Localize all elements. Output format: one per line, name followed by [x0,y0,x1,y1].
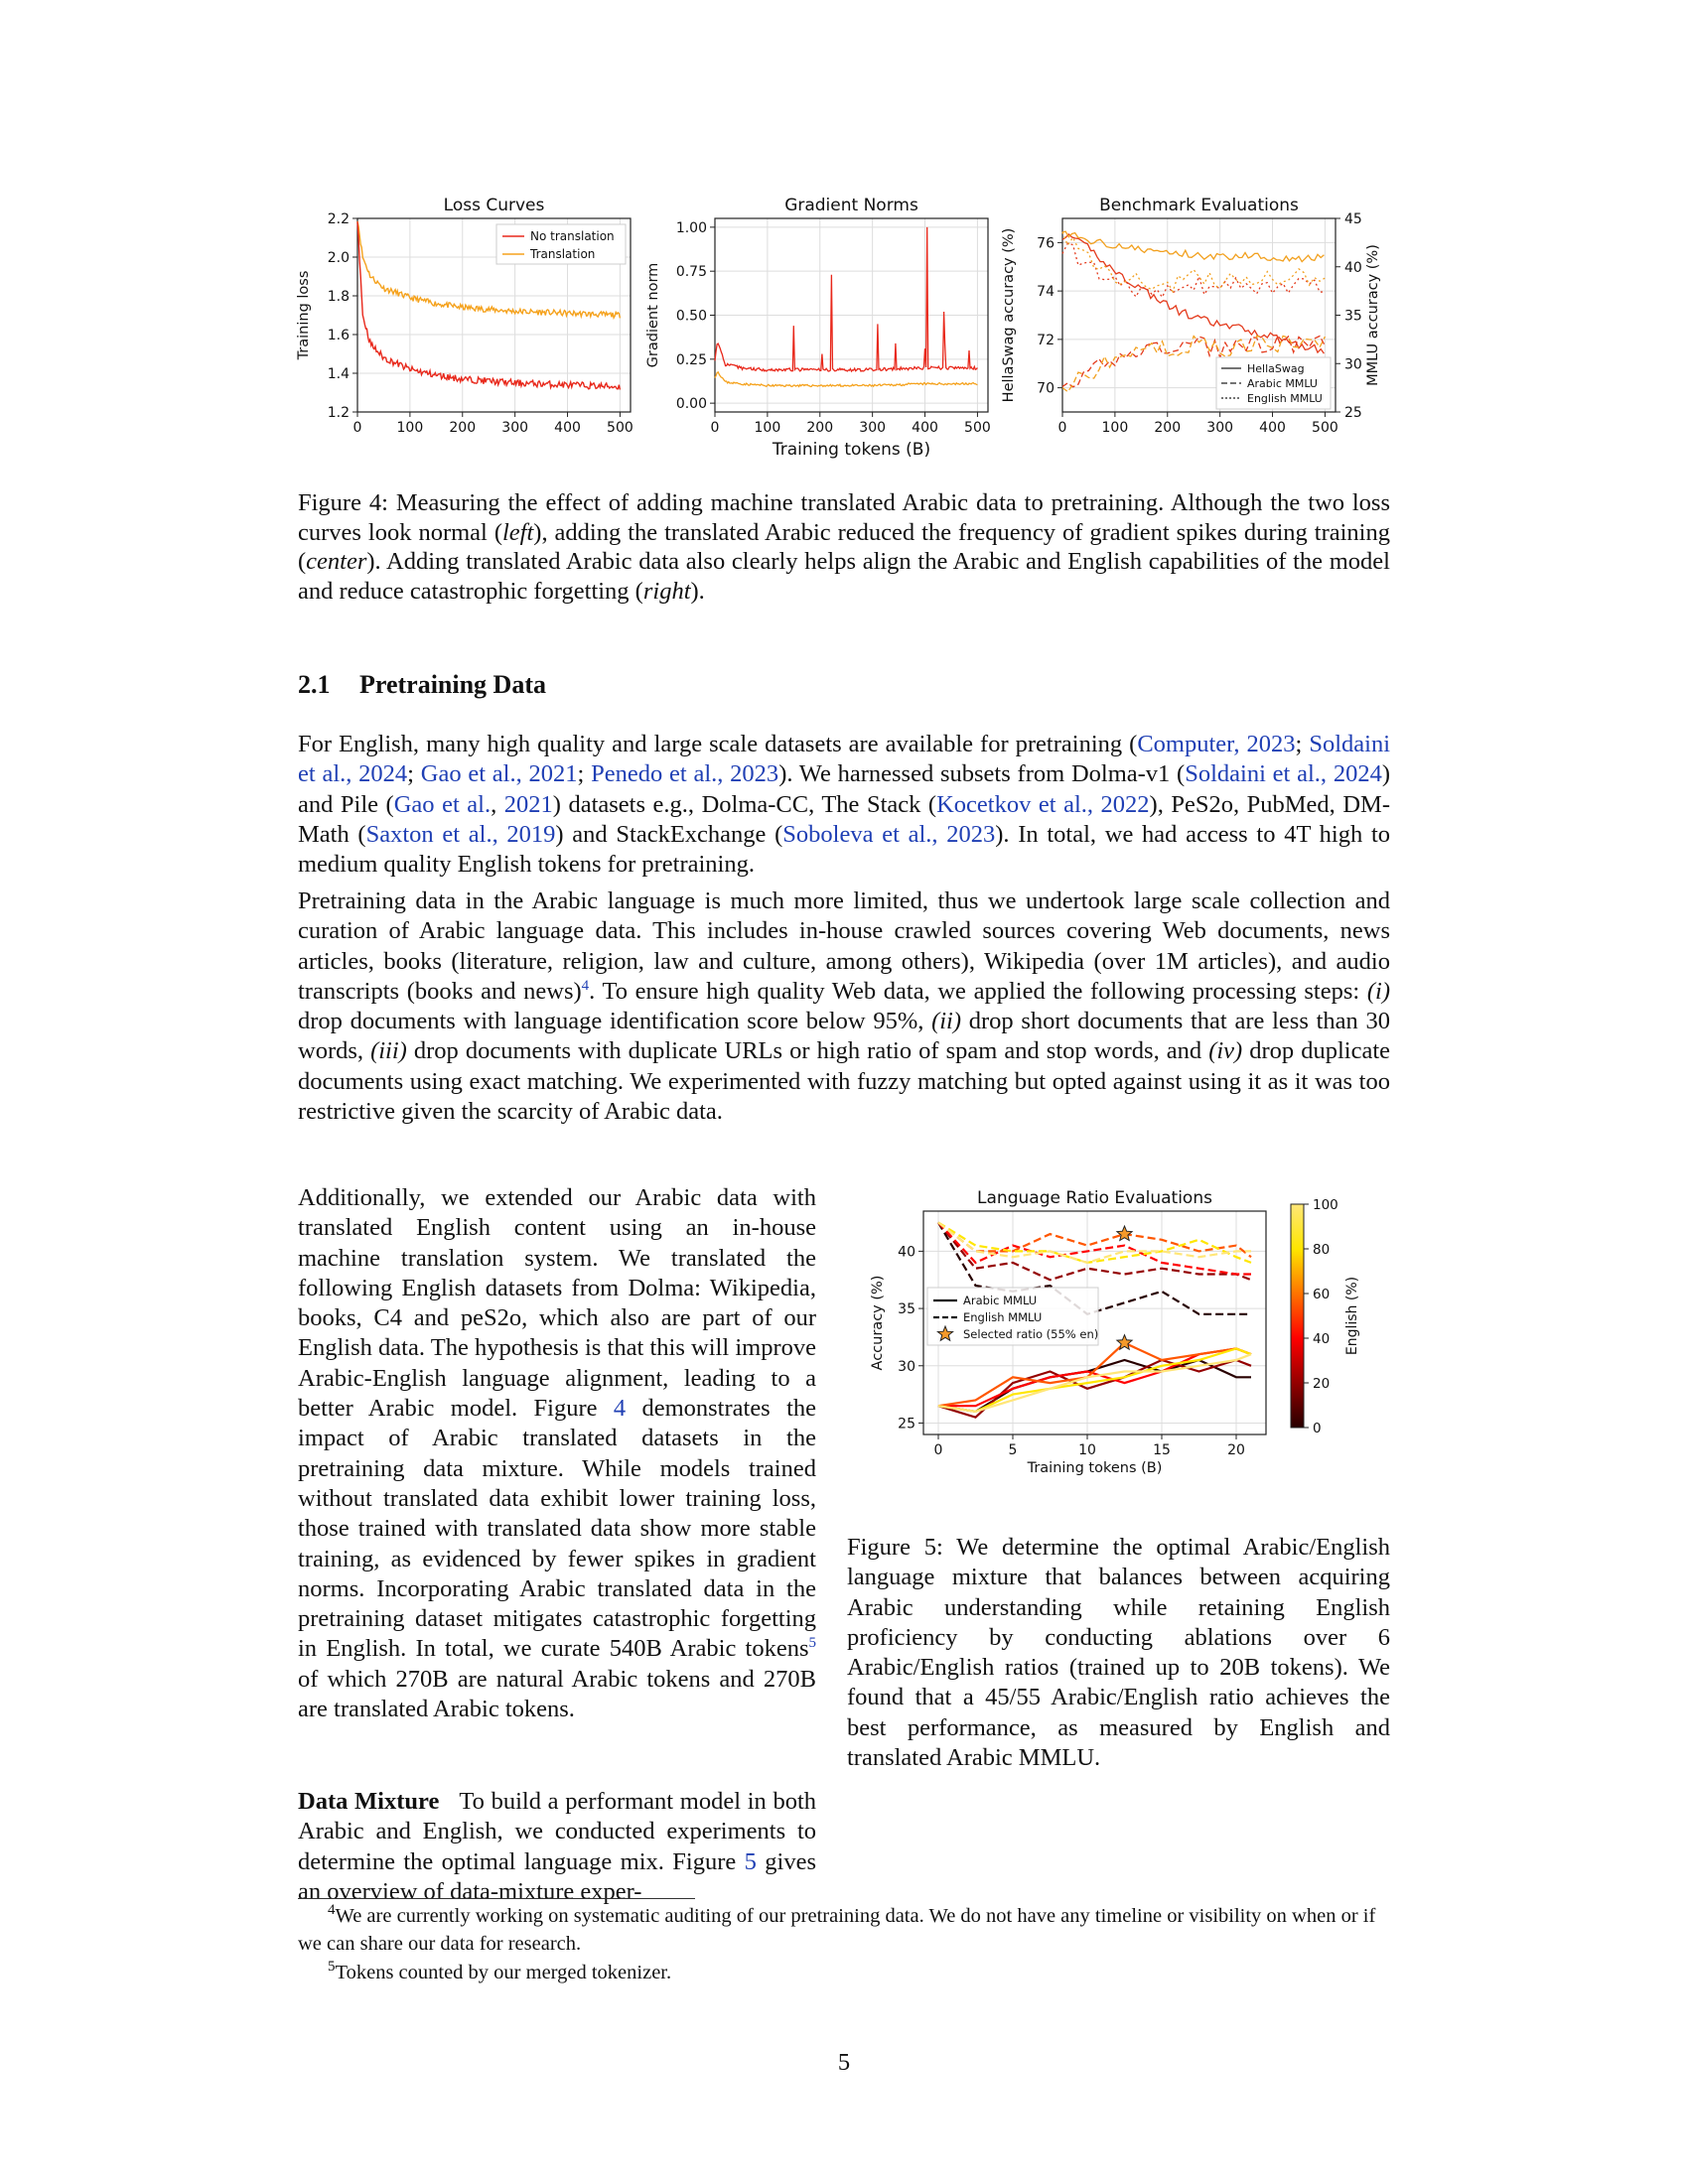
language-ratio-panel [870,1188,1266,1476]
hellaswag-orange-line [1062,231,1324,261]
legend-label: English MMLU [1247,392,1323,405]
x-tick-label: 15 [1153,1442,1171,1458]
x-tick-label: 300 [1206,420,1234,436]
x-tick-label: 100 [754,420,781,436]
english-mmlu-line [1062,243,1325,297]
y2-tick-label: 40 [1344,259,1362,276]
y2-tick-label: 45 [1344,211,1362,227]
legend-label: HellaSwag [1247,362,1305,375]
x-tick-label: 200 [806,420,834,436]
y-tick-label: 0.00 [675,396,707,413]
legend-label: English MMLU [963,1310,1043,1324]
chart-title: Language Ratio Evaluations [977,1188,1212,1208]
y-axis-label: HellaSwag accuracy (%) [1001,227,1017,403]
legend [927,1288,1098,1345]
chart-title: Gradient Norms [784,196,918,215]
y-tick-label: 2.2 [327,211,350,227]
colorbar-tick-label: 60 [1313,1287,1331,1302]
footnote-divider [298,1898,695,1899]
y-tick-label: 35 [898,1301,915,1318]
x-tick-label: 400 [1259,420,1286,436]
paragraph-run-in-heading: Data Mixture [298,1788,440,1815]
x-tick-label: 500 [607,420,633,436]
x-axis-label: Training tokens (B) [772,440,931,460]
y-tick-label: 0.25 [675,351,707,368]
x-tick-label: 200 [1154,420,1182,436]
english-mmlu-line [938,1223,1251,1275]
legend-label: Arabic MMLU [1247,377,1318,390]
x-axis-label: Training tokens (B) [1027,1460,1163,1476]
colorbar-tick-label: 100 [1313,1197,1338,1213]
citation-link[interactable]: Soboleva et al., 2023 [782,820,996,848]
english-mmlu-line [938,1223,1251,1258]
figure-ref-4[interactable]: 4 [613,1395,627,1423]
figure-4 [288,189,1400,477]
y-axis-label: Gradient norm [645,262,661,368]
y-tick-label: 74 [1037,284,1055,301]
y-tick-label: 40 [898,1244,915,1261]
loss-curves-panel [296,196,633,436]
y2-axis-label: MMLU accuracy (%) [1365,244,1381,386]
section-heading [298,670,546,700]
x-tick-label: 20 [1227,1442,1245,1458]
figure-4-caption: Figure 4: Measuring the effect of adding machine translated Arabic data to pretraining. Although the two loss curves look normal (left), adding the translated Arabic reduced the frequency of gradient spikes during training (center). Adding translated Arabic data also clearly helps align the Arabic and English capabilities of the model and reduce catastrophic forgetting (right). [298,489,1391,605]
y-tick-label: 76 [1037,235,1055,252]
y-tick-label: 0.75 [675,264,707,281]
citation-link[interactable]: Computer, 2023 [1137,731,1296,757]
x-tick-label: 100 [1101,420,1129,436]
footnote-4: $^4$We are currently working on systematic auditing of our pretraining data. We do not have any timeline or visibility on when or if we can share our data for research. [298,1902,1376,1955]
y-axis-label: Training loss [296,270,312,360]
y-tick-label: 1.00 [675,219,707,236]
series-line-no-translation [715,227,977,371]
legend-label: Selected ratio (55% en) [963,1327,1099,1341]
paragraph-arabic-data: Pretraining data in the Arabic language is much more limited, thus we undertook large scale collection and curation of Arabic language data. This includes in-house crawled sources covering Web documents, news articles, books (literature, religion, law and culture, among others), Wikipedia (over 1M articles), and audio transcripts (books and news)$^4$. To ensure high quality Web data, we applied the following processing steps: (i) drop documents with language identification score below 95%, (ii) drop short documents that are less than 30 words, (iii) drop documents with duplicate URLs or high ratio of spam and stop words, and (iv) drop duplicate documents using exact matching. We experimented with fuzzy matching but opted against using it as it was too restrictive given the scarcity of Arabic data. [298,887,1391,1126]
y-tick-label: 25 [898,1416,915,1433]
series-line-translation [715,372,977,387]
y-tick-label: 1.4 [327,366,350,382]
y-tick-label: 30 [898,1358,915,1375]
x-tick-label: 0 [710,420,720,436]
colorbar [1291,1197,1360,1436]
paragraph-translated-data: Additionally, we extended our Arabic data with translated English content using an in-house machine translation system. We translated the following English datasets from Dolma: Wikipedia, books, C4 and peS2o, which also are part of our English data. The hypothesis is that this will improve Arabic-English language alignment, leading to a better Arabic model. Figure 4 demonstrates the impact of Arabic translated datasets in the pretraining data mixture. While models trained without translated data exhibit lower training loss, those trained with translated data show more stable training, as evidenced by fewer spikes in gradient norms. Incorporating Arabic translated data in the pretraining dataset mitigates catastrophic forgetting in English. In total, we curate 540B Arabic tokens$^5$ of which 270B are natural Arabic tokens and 270B are translated Arabic tokens. [298,1184,817,1723]
paragraph-english-data: For English, many high quality and large scale datasets are available for pretraining (Computer, 2023; Soldaini et al., 2024; Gao et al., 2021; Penedo et al., 2023). We harnessed subsets from Dolma-v1 (Soldaini et al., 2024) and Pile (Gao et al., 2021) datasets e.g., Dolma-CC, The Stack (Kocetkov et al., 2022), PeS2o, PubMed, DM-Math (Saxton et al., 2019) and StackExchange (Soboleva et al., 2023). In total, we had access to 4T high to medium quality English tokens for pretraining. [298,731,1391,879]
benchmark-evaluations-panel [1001,196,1381,436]
figure-5-caption: Figure 5: We determine the optimal Arabic/English language mixture that balances between acquiring Arabic understanding while retaining English proficiency by conducting ablations over 6 Arabic/English ratios (trained up to 20B tokens). We found that a 45/55 Arabic/English ratio achieves the best performance, as measured by English and translated Arabic MMLU. [847,1534,1391,1772]
colorbar-tick-label: 20 [1313,1376,1331,1392]
colorbar-label: English (%) [1344,1276,1360,1356]
x-tick-label: 10 [1078,1442,1096,1458]
colorbar-tick-label: 40 [1313,1331,1331,1347]
x-tick-label: 500 [964,420,991,436]
citation-link[interactable]: Kocetkov et al., 2022 [936,790,1150,818]
y2-tick-label: 35 [1344,308,1362,325]
y-tick-label: 0.50 [675,308,707,325]
x-tick-label: 5 [1008,1442,1018,1458]
citation-link[interactable]: 2021 [503,790,553,818]
x-tick-label: 100 [396,420,424,436]
legend [496,224,626,264]
citation-link[interactable]: Saxton et al., 2019 [365,820,556,848]
paragraph-data-mixture: Data Mixture To build a performant model in both Arabic and English, we conducted experiments to determine the optimal language mix. Figure 5 gives an overview of data-mixture exper- [298,1788,817,1905]
y-tick-label: 70 [1037,380,1055,397]
arabic-mmlu-line [938,1349,1251,1407]
x-tick-label: 300 [501,420,529,436]
x-tick-label: 0 [933,1442,943,1458]
x-tick-label: 0 [352,420,362,436]
x-tick-label: 500 [1312,420,1338,436]
legend-label: Translation [530,247,596,261]
x-tick-label: 300 [859,420,887,436]
x-tick-label: 200 [449,420,477,436]
chart-title: Loss Curves [443,196,545,215]
x-tick-label: 400 [554,420,581,436]
figure-5-chart [864,1186,1420,1504]
y-tick-label: 1.8 [327,289,350,305]
citation-link[interactable]: Gao et al., 2021 [420,760,578,788]
section-title: Pretraining Data [359,670,546,699]
y2-tick-label: 30 [1344,356,1362,373]
footnote-5: $^5$Tokens counted by our merged tokenizer. [328,1959,672,1983]
legend-label: No translation [530,229,615,243]
section-number: 2.1 [298,670,331,699]
page-number: 5 [837,2049,851,2076]
y-axis-label: Accuracy (%) [870,1275,886,1371]
gradient-norms-panel [645,196,991,460]
colorbar-bar [1291,1204,1304,1428]
footnote-ref-5[interactable]: 5 [808,1635,816,1652]
legend [1216,357,1331,409]
legend-label: Arabic MMLU [963,1294,1038,1307]
citation-link[interactable]: Gao et al. [393,790,492,818]
figure-4-chart [288,189,1400,477]
citation-link[interactable]: Soldaini et al., 2024 [1185,760,1382,788]
y-tick-label: 72 [1037,332,1055,348]
citation-link[interactable]: Penedo et al., 2023 [591,760,779,788]
figure-ref-5[interactable]: 5 [744,1847,757,1875]
x-tick-label: 0 [1057,420,1067,436]
y-tick-label: 1.2 [327,405,350,421]
y-tick-label: 1.6 [327,328,350,343]
y2-tick-label: 25 [1344,405,1362,421]
chart-title: Benchmark Evaluations [1099,196,1299,215]
citation-link[interactable]: Soldaini et al., 2024 [298,731,1390,788]
colorbar-tick-label: 80 [1313,1242,1331,1258]
figure-5 [864,1186,1420,1504]
y-tick-label: 2.0 [327,250,350,266]
colorbar-tick-label: 0 [1313,1421,1322,1436]
footnote-ref-4[interactable]: 4 [581,977,590,994]
x-tick-label: 400 [912,420,938,436]
selected-ratio-star [1117,1226,1132,1240]
